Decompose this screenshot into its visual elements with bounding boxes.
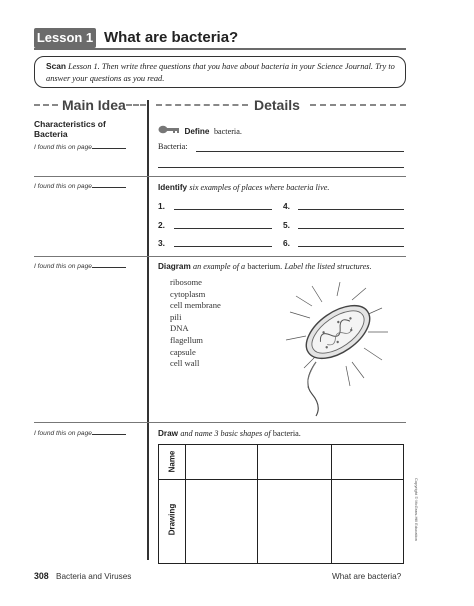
list-number: 6. bbox=[283, 238, 290, 248]
dash-rule bbox=[34, 104, 58, 106]
found-on-page bbox=[34, 261, 146, 272]
name-cell[interactable] bbox=[186, 445, 257, 479]
define-prompt bbox=[158, 121, 242, 139]
identify-text: six examples of places where bacteria live. bbox=[189, 183, 330, 192]
structure-item: ribosome bbox=[170, 277, 202, 287]
diagram-label: Diagram bbox=[158, 262, 191, 271]
main-idea-topic: Characteristics of Bacteria bbox=[34, 119, 106, 139]
answer-line[interactable] bbox=[158, 167, 404, 168]
drawing-cell[interactable] bbox=[186, 480, 257, 563]
found-on-page bbox=[34, 428, 146, 439]
diagram-prompt bbox=[158, 262, 406, 272]
found-on-page bbox=[34, 142, 146, 153]
identify-prompt bbox=[158, 183, 329, 193]
shapes-table bbox=[158, 444, 404, 564]
details-heading: Details bbox=[254, 97, 300, 113]
found-label: I found this on page bbox=[34, 430, 92, 437]
row-divider bbox=[34, 176, 406, 177]
answer-line[interactable] bbox=[298, 209, 404, 210]
row-divider bbox=[34, 422, 406, 423]
identify-label: Identify bbox=[158, 183, 188, 192]
structure-item: capsule bbox=[170, 346, 196, 357]
found-label: I found this on page bbox=[34, 183, 92, 190]
name-row-label: Name bbox=[167, 450, 177, 473]
row-divider bbox=[34, 256, 406, 257]
diagram-text: an example of a bbox=[193, 262, 246, 271]
list-number: 2. bbox=[158, 220, 165, 230]
column-header-band bbox=[34, 96, 406, 114]
list-number: 3. bbox=[158, 238, 165, 248]
drawing-row-label: Drawing bbox=[167, 503, 177, 536]
answer-line[interactable] bbox=[174, 209, 272, 210]
drawing-cell[interactable] bbox=[258, 480, 331, 563]
key-icon bbox=[158, 125, 180, 134]
page-blank[interactable] bbox=[92, 142, 126, 149]
scan-label: Scan bbox=[46, 61, 67, 71]
structure-item: cell wall bbox=[170, 358, 200, 369]
page-title: What are bacteria? bbox=[104, 29, 239, 46]
bacteria-label: Bacteria: bbox=[158, 142, 188, 151]
draw-prompt bbox=[158, 429, 301, 439]
chapter-title: Bacteria and Viruses bbox=[56, 572, 132, 581]
page-blank[interactable] bbox=[92, 181, 126, 188]
answer-line[interactable] bbox=[174, 228, 272, 229]
diagram-text: bacterium. bbox=[247, 262, 283, 271]
main-idea-heading: Main Idea bbox=[62, 97, 126, 113]
bacterium-illustration bbox=[282, 282, 392, 418]
structure-list bbox=[170, 277, 221, 370]
found-on-page bbox=[34, 181, 146, 192]
answer-line[interactable] bbox=[298, 228, 404, 229]
dash-rule bbox=[310, 104, 406, 106]
found-label: I found this on page bbox=[34, 263, 92, 270]
name-cell[interactable] bbox=[332, 445, 403, 479]
list-number: 1. bbox=[158, 201, 165, 211]
list-number: 4. bbox=[283, 201, 290, 211]
header-rule bbox=[34, 48, 406, 50]
column-divider bbox=[147, 100, 149, 560]
structure-item: cytoplasm bbox=[170, 288, 206, 299]
define-text: bacteria. bbox=[213, 127, 242, 136]
structure-item: flagellum bbox=[170, 334, 203, 345]
page-blank[interactable] bbox=[92, 428, 126, 435]
page-number: 308 bbox=[34, 571, 49, 581]
lesson-tab: Lesson 1 bbox=[34, 28, 96, 48]
answer-line[interactable] bbox=[298, 246, 404, 247]
diagram-text: Label the listed structures. bbox=[284, 262, 372, 271]
lesson-footer-title: What are bacteria? bbox=[332, 572, 402, 581]
drawing-cell[interactable] bbox=[332, 480, 403, 563]
name-cell[interactable] bbox=[258, 445, 331, 479]
scan-instructions bbox=[46, 60, 396, 85]
found-label: I found this on page bbox=[34, 144, 92, 151]
dash-rule bbox=[156, 104, 248, 106]
structure-item: cell membrane bbox=[170, 300, 221, 311]
list-number: 5. bbox=[283, 220, 290, 230]
draw-label: Draw bbox=[158, 429, 179, 438]
draw-text: and name 3 basic shapes of bbox=[180, 429, 271, 438]
dash-rule bbox=[126, 104, 146, 106]
define-label: Define bbox=[184, 127, 210, 136]
page-blank[interactable] bbox=[92, 261, 126, 268]
scan-body: Lesson 1. Then write three questions that you have about bacteria in your Science Journal. Try to answer your questions as you read. bbox=[46, 62, 395, 83]
copyright-notice: Copyright © McGraw-Hill Education bbox=[414, 478, 419, 541]
structure-item: DNA bbox=[170, 323, 189, 334]
answer-line[interactable] bbox=[174, 246, 272, 247]
answer-line[interactable] bbox=[196, 151, 404, 152]
draw-text: bacteria. bbox=[272, 429, 301, 438]
structure-item: pili bbox=[170, 311, 182, 322]
